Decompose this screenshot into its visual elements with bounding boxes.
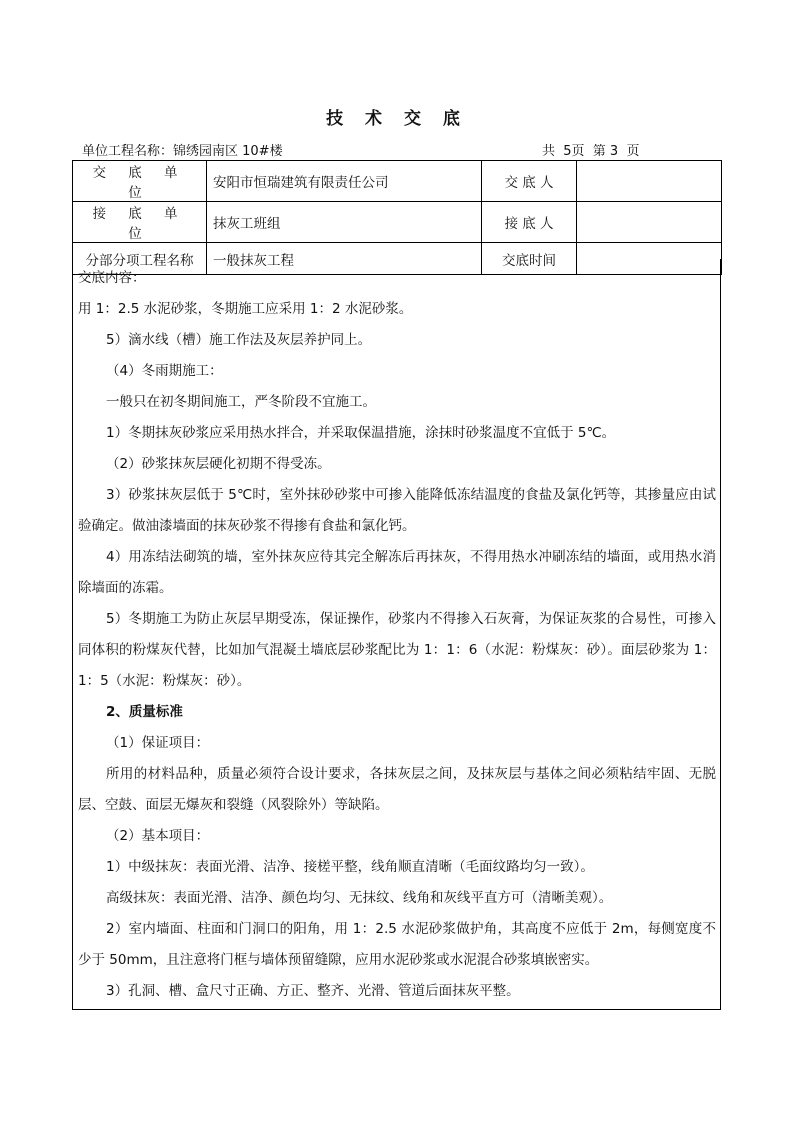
document-title: 技 术 交 底 xyxy=(326,109,468,129)
table-row xyxy=(73,202,722,243)
receiving-unit-value: 抹灰工班组 xyxy=(207,202,482,243)
content-paragraph: 3）砂浆抹灰层低于 5℃时，室外抹砂砂浆中可掺入能降低冻结温度的食盐及氯化钙等，其掺量应由试验确定。做油漆墙面的抹灰砂浆不得掺有食盐和氯化钙。 xyxy=(78,487,716,534)
document-meta xyxy=(82,140,722,160)
content-paragraph: 5）冬期施工为防止灰层早期受冻，保证操作，砂浆内不得掺入石灰膏，为保证灰浆的合易性，可掺入同体积的粉煤灰代替，比如加气混凝土墙底层砂浆配比为 1：1：6（水泥：粉煤灰：砂）。面层砂浆为 1：1：5（水泥：粉煤灰：砂）。 xyxy=(78,611,716,689)
subproject-value: 一般抹灰工程 xyxy=(207,243,482,275)
content-box xyxy=(72,259,721,1010)
receiving-unit-label: 接 底 单 位 xyxy=(73,202,207,243)
content-paragraph: 用 1：2.5 水泥砂浆，冬期施工应采用 1：2 水泥砂浆。 xyxy=(78,301,413,317)
content-paragraph: （2）砂浆抹灰层硬化初期不得受冻。 xyxy=(106,456,331,472)
content-paragraph: 2）室内墙面、柱面和门洞口的阳角，用 1：2.5 水泥砂浆做护角，其高度不应低于 2m，每侧宽度不少于 50mm，且注意将门框与墙体预留缝隙，应用水泥砂浆或水泥混合砂浆填嵌密实。 xyxy=(78,921,716,968)
project-name: 单位工程名称：锦绣园南区 10#楼 xyxy=(82,144,283,159)
issuer-value xyxy=(577,161,722,202)
issuing-unit-label: 交 底 单 位 xyxy=(73,161,207,202)
content-paragraph: 所用的材料品种，质量必须符合设计要求，各抹灰层之间，及抹灰层与基体之间必须粘结牢固、无脱层、空鼓、面层无爆灰和裂缝（风裂除外）等缺陷。 xyxy=(78,766,716,813)
receiver-label: 接 底 人 xyxy=(482,202,577,243)
table-row xyxy=(73,161,722,202)
content-paragraph: （4）冬雨期施工： xyxy=(106,363,223,379)
content-paragraph: 高级抹灰：表面光滑、洁净、颜色均匀、无抹纹、线角和灰线平直方可（清晰美观）。 xyxy=(106,890,613,906)
content-paragraph: 5）滴水线（槽）施工作法及灰层养护同上。 xyxy=(106,332,372,348)
issuer-label: 交 底 人 xyxy=(482,161,577,202)
receiver-value xyxy=(577,202,722,243)
page-indicator: 共 5页 第 3 页 xyxy=(542,144,640,159)
content-paragraph: 3）孔洞、槽、盒尺寸正确、方正、整齐、光滑、管道后面抹灰平整。 xyxy=(106,983,520,999)
issuing-unit-value: 安阳市恒瑞建筑有限责任公司 xyxy=(207,161,482,202)
subproject-label: 分部分项工程名称 xyxy=(73,243,207,275)
content-paragraph: 1）中级抹灰：表面光滑、洁净、接槎平整，线角顺直清晰（毛面纹路均匀一致）。 xyxy=(106,859,594,875)
content-paragraph: 1）冬期抹灰砂浆应采用热水拌合，并采取保温措施，涂抹时砂浆温度不宜低于 5℃。 xyxy=(106,425,616,441)
content-paragraph: 一般只在初冬期间施工，严冬阶段不宜施工。 xyxy=(106,394,376,410)
content-paragraph: （2）基本项目： xyxy=(106,828,210,844)
header-table xyxy=(72,160,722,275)
section-heading: 2、质量标准 xyxy=(106,704,183,720)
content-paragraph: （1）保证项目： xyxy=(106,735,210,751)
content-heading: 交底内容： xyxy=(78,270,146,286)
content-paragraph: 4）用冻结法砌筑的墙，室外抹灰应待其完全解冻后再抹灰，不得用热水冲刷冻结的墙面，或用热水消除墙面的冻霜。 xyxy=(78,549,716,596)
handover-time-label: 交底时间 xyxy=(482,243,577,275)
content-text xyxy=(78,263,716,1007)
